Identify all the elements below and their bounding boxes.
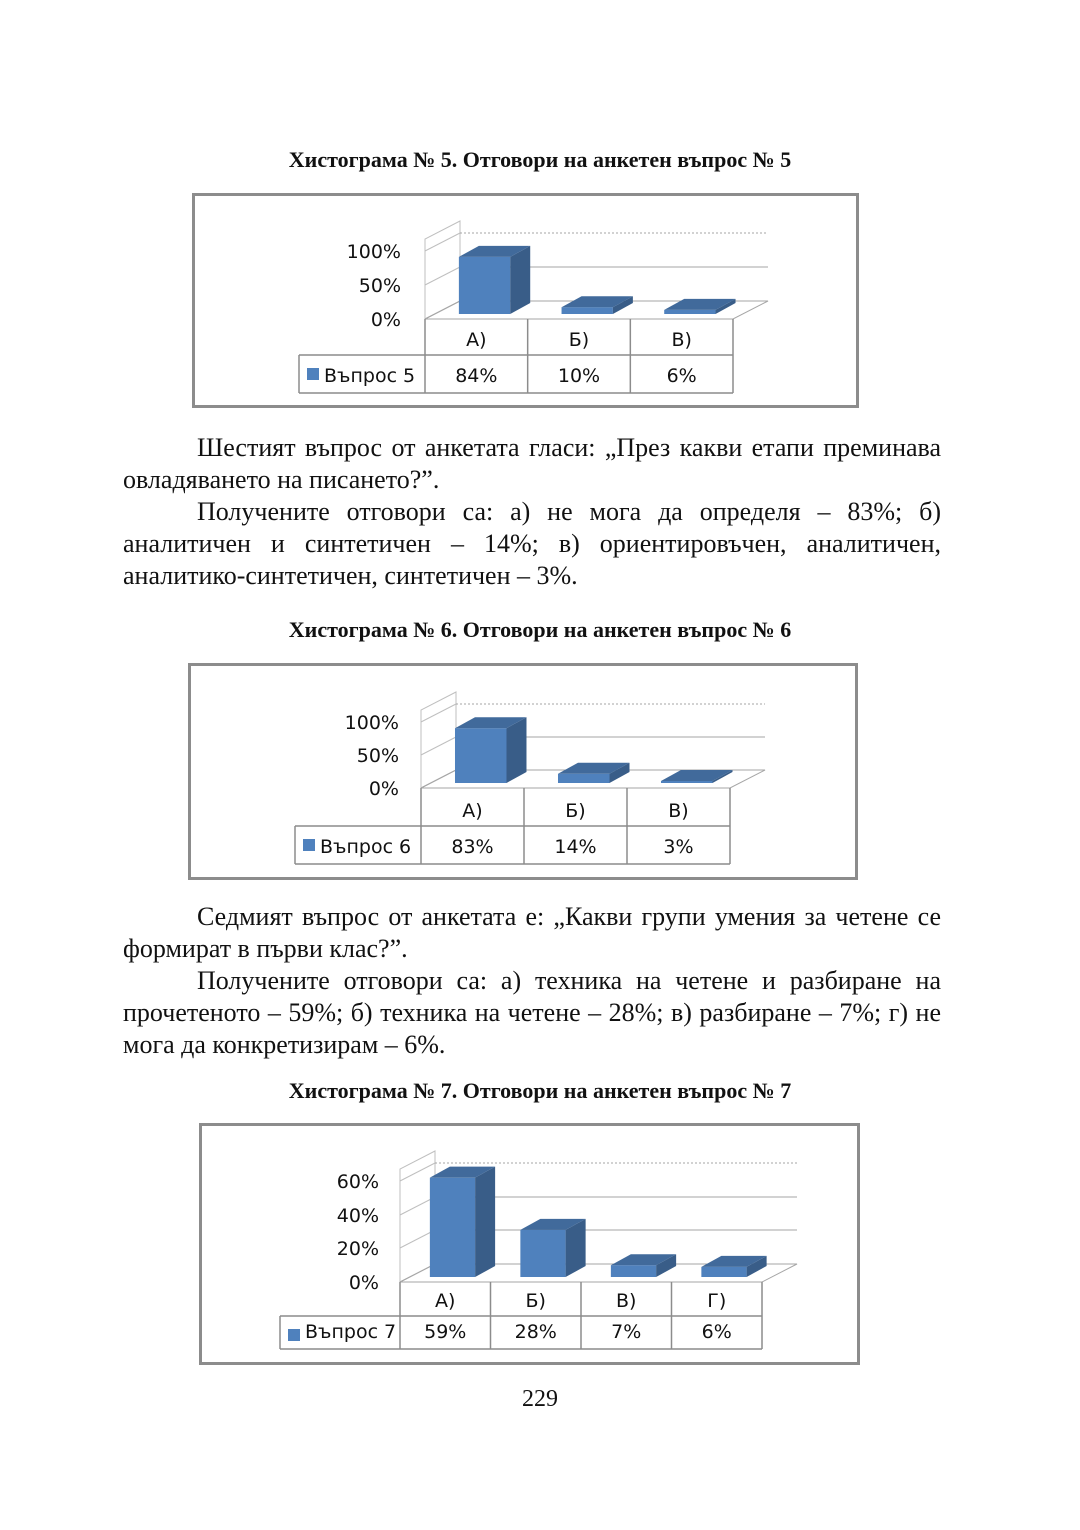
category-label: В) (616, 1290, 637, 1312)
y-tick-label: 40% (336, 1205, 379, 1227)
gridline-depth (400, 1197, 435, 1215)
bar-front (520, 1230, 565, 1277)
category-label: А) (435, 1290, 456, 1312)
legend-label: Въпрос 5 (324, 365, 416, 387)
bar-front (558, 774, 610, 783)
data-label: 6% (666, 365, 697, 387)
histogram-6-chart (188, 663, 858, 880)
data-label: 84% (455, 365, 498, 387)
y-tick-label: 50% (356, 745, 399, 767)
bar-front (611, 1265, 656, 1277)
gridline-depth (400, 1163, 435, 1181)
bar-side (506, 717, 526, 783)
bar-front (459, 257, 510, 314)
question-7-answers: Получените отговори са: а) техника на четене и разбиране на прочетеното – 59%; б) техника на четене – 28%; в) разбиране – 7%; г) не мога да конкретизирам – 6%. (123, 966, 941, 1059)
bar-front (562, 307, 613, 314)
bar-top (661, 770, 733, 781)
histogram-5-chart (192, 193, 859, 408)
gridline-depth (421, 737, 456, 755)
data-label: 10% (557, 365, 601, 387)
bar-side (510, 246, 530, 314)
category-label: Б) (525, 1290, 546, 1312)
bar-front (664, 310, 715, 314)
histogram-5-plot (195, 196, 856, 405)
histogram-6-plot (191, 666, 855, 877)
legend-swatch (303, 839, 315, 851)
legend-label: Въпрос 7 (305, 1321, 397, 1343)
gridline-depth (425, 233, 460, 251)
legend-label: Въпрос 6 (320, 836, 412, 858)
side-wall (400, 1151, 435, 1282)
category-label: В) (671, 329, 692, 351)
bar-side (475, 1167, 495, 1277)
question-6-intro: Шестият въпрос от анкетата гласи: „През какви етапи преминава овладяването на писането?”. (123, 433, 941, 494)
gridline-depth (400, 1230, 435, 1248)
category-label: А) (462, 800, 483, 822)
data-label: 7% (611, 1321, 642, 1343)
histogram-5-caption: Хистограма № 5. Отговори на анкетен въпрос № 5 (288, 147, 792, 172)
bar-front (455, 728, 507, 783)
data-label: 83% (451, 836, 494, 858)
y-tick-label: 100% (346, 241, 401, 263)
category-label: Б) (568, 329, 590, 351)
y-tick-label: 0% (368, 778, 399, 800)
gridline-depth (425, 267, 460, 285)
y-tick-label: 20% (336, 1238, 379, 1260)
data-label: 59% (424, 1321, 467, 1343)
legend-swatch (307, 368, 319, 380)
y-tick-label: 60% (336, 1171, 379, 1193)
bar-front (661, 781, 713, 783)
category-label: Б) (565, 800, 586, 822)
data-label: 28% (514, 1321, 557, 1343)
question-7-text (123, 901, 941, 1061)
gridline-depth (421, 704, 456, 722)
bar-front (430, 1178, 475, 1277)
legend-swatch (288, 1329, 300, 1341)
question-7-intro: Седмият въпрос от анкетата е: „Какви групи умения за четене се формират в първи клас?”. (123, 902, 941, 963)
y-tick-label: 0% (370, 309, 401, 331)
page-number: 229 (522, 1386, 558, 1412)
category-label: А) (466, 329, 487, 351)
data-label: 3% (663, 836, 694, 858)
histogram-7-caption: Хистограма № 7. Отговори на анкетен въпрос № 7 (288, 1078, 792, 1103)
category-label: Г) (707, 1290, 727, 1312)
category-label: В) (668, 800, 689, 822)
histogram-7-chart (199, 1123, 860, 1365)
data-label: 14% (554, 836, 597, 858)
data-label: 6% (701, 1321, 732, 1343)
question-6-answers: Получените отговори са: а) не мога да определя – 83%; б) аналитичен и синтетичен – 14%; в) ориентировъчен, аналитичен, аналитико-синтетичен, синтетичен – 3%. (123, 497, 941, 590)
y-tick-label: 0% (348, 1272, 379, 1294)
histogram-6-caption: Хистограма № 6. Отговори на анкетен въпрос № 6 (288, 617, 792, 642)
histogram-7-plot (202, 1126, 857, 1362)
question-6-text (123, 432, 941, 592)
bar-front (701, 1267, 746, 1277)
y-tick-label: 50% (358, 275, 401, 297)
y-tick-label: 100% (344, 712, 399, 734)
